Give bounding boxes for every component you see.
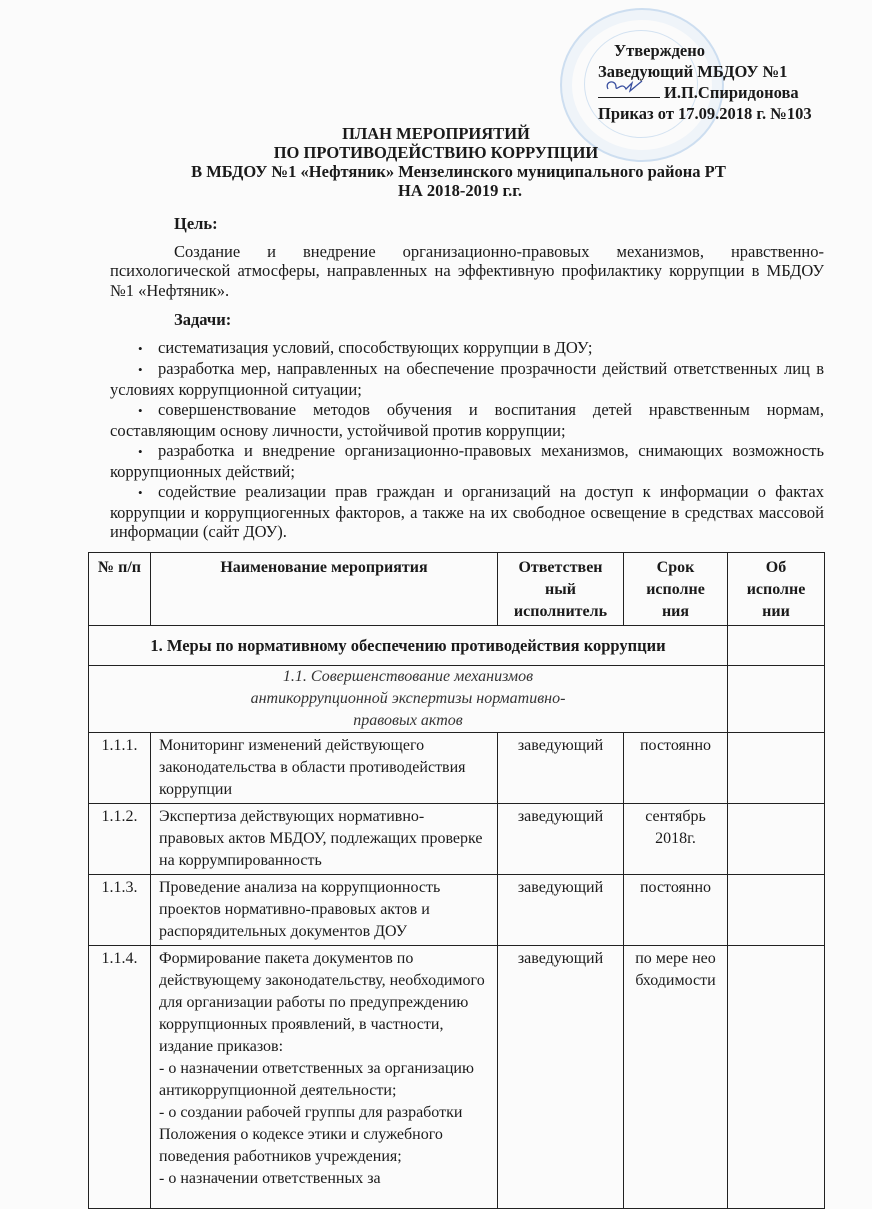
task-text: содействие реализации прав граждан и организаций на доступ к информации о фактах коррупции и коррупциогенных факторов, а также на их свободное освещение в средствах массовой информации (сайт ДОУ). <box>110 482 824 541</box>
header-num: № п/п <box>89 553 151 626</box>
section-status-cell <box>728 626 825 666</box>
approval-position: Заведующий МБДОУ №1 <box>598 62 788 81</box>
tasks-list <box>110 338 824 542</box>
plan-table <box>88 552 825 1209</box>
task-text: разработка мер, направленных на обеспечение прозрачности действий ответственных лиц в условиях коррупционной ситуации; <box>110 359 824 399</box>
row-responsible: заведующий <box>498 946 624 1209</box>
row-num: 1.1.3. <box>89 875 151 946</box>
row-name <box>151 946 498 1209</box>
title-line-3: В МБДОУ №1 «Нефтяник» Мензелинского муниципального района РТ <box>191 162 726 181</box>
goal-text: Создание и внедрение организационно-правовых механизмов, нравственно-психологической атмосферы, направленных на эффективную профилактику коррупции в МБДОУ №1 «Нефтяник». <box>110 241 824 300</box>
approval-order: Приказ от 17.09.2018 г. №103 <box>598 104 812 123</box>
row-num: 1.1.1. <box>89 733 151 804</box>
bullet-icon: • <box>138 362 143 377</box>
row-name: Экспертиза действующих нормативно-правовых актов МБДОУ, подлежащих проверке на коррумпированность <box>151 804 498 875</box>
table-row <box>89 875 825 946</box>
table-row <box>89 804 825 875</box>
approver-name: И.П.Спиридонова <box>664 83 799 102</box>
row-deadline: по мере необходимости <box>624 946 728 1209</box>
task-text: разработка и внедрение организационно-правовых механизмов, снимающих возможность коррупционных действий; <box>110 441 824 481</box>
title-line-2: ПО ПРОТИВОДЕЙСТВИЮ КОРРУПЦИИ <box>273 143 599 162</box>
document-body <box>110 214 824 543</box>
row-name-line: - о создании рабочей группы для разработки Положения о кодексе этики и служебного поведения работников учреждения; <box>159 1104 463 1165</box>
section-title: 1. Меры по нормативному обеспечению противодействия коррупции <box>89 626 728 666</box>
row-responsible: заведующий <box>498 875 624 946</box>
subsection-row <box>89 666 825 733</box>
row-name-line: - о назначении ответственных за организацию антикоррупционной деятельности; <box>159 1060 474 1099</box>
task-item <box>110 338 824 359</box>
task-item <box>110 482 824 542</box>
title-line-1: ПЛАН МЕРОПРИЯТИЙ <box>342 124 530 143</box>
row-status <box>728 875 825 946</box>
row-name-line: - о назначении ответственных за <box>159 1170 381 1187</box>
title-line-4: НА 2018-2019 г.г. <box>397 181 522 200</box>
section-row <box>89 626 825 666</box>
header-status: Об исполне нии <box>728 553 825 626</box>
bullet-icon: • <box>138 485 143 500</box>
row-status <box>728 804 825 875</box>
row-num: 1.1.4. <box>89 946 151 1209</box>
task-item <box>110 400 824 440</box>
task-item <box>110 359 824 399</box>
header-deadline: Срок исполне ния <box>624 553 728 626</box>
row-deadline: постоянно <box>624 875 728 946</box>
row-num: 1.1.2. <box>89 804 151 875</box>
row-name-line: Формирование пакета документов по действующему законодательству, необходимого для организации работы по предупреждению коррупционных проявлений, в частности, издание приказов: <box>159 950 485 1055</box>
bullet-icon: • <box>138 340 143 356</box>
table-row <box>89 733 825 804</box>
table-row <box>89 946 825 1209</box>
subsection-title: 1.1. Совершенствование механизмов антикоррупционной экспертизы нормативно-правовых актов <box>89 666 728 733</box>
goal-label: Цель: <box>174 214 218 233</box>
bullet-icon: • <box>138 444 143 459</box>
task-item <box>110 441 824 481</box>
approval-block <box>598 40 812 124</box>
signature-line <box>598 83 660 98</box>
row-status <box>728 946 825 1209</box>
row-deadline: постоянно <box>624 733 728 804</box>
subsection-status-cell <box>728 666 825 733</box>
task-text: совершенствование методов обучения и воспитания детей нравственным нормам, составляющим основу личности, устойчивой против коррупции; <box>110 400 824 440</box>
header-name: Наименование мероприятия <box>151 553 498 626</box>
row-deadline: сентябрь 2018г. <box>624 804 728 875</box>
header-responsible: Ответствен ный исполнитель <box>498 553 624 626</box>
approval-heading: Утверждено <box>614 41 706 60</box>
signature-icon <box>602 77 652 95</box>
row-name: Проведение анализа на коррупционность проектов нормативно-правовых актов и распорядительных документов ДОУ <box>151 875 498 946</box>
task-text: систематизация условий, способствующих коррупции в ДОУ; <box>158 337 593 357</box>
row-name: Мониторинг изменений действующего законодательства в области противодействия коррупции <box>151 733 498 804</box>
table-header-row <box>89 553 825 626</box>
document-title <box>0 124 872 200</box>
approval-signature-row <box>598 82 812 103</box>
bullet-icon: • <box>138 403 143 418</box>
row-status <box>728 733 825 804</box>
row-responsible: заведующий <box>498 733 624 804</box>
tasks-label: Задачи: <box>174 310 232 329</box>
row-responsible: заведующий <box>498 804 624 875</box>
